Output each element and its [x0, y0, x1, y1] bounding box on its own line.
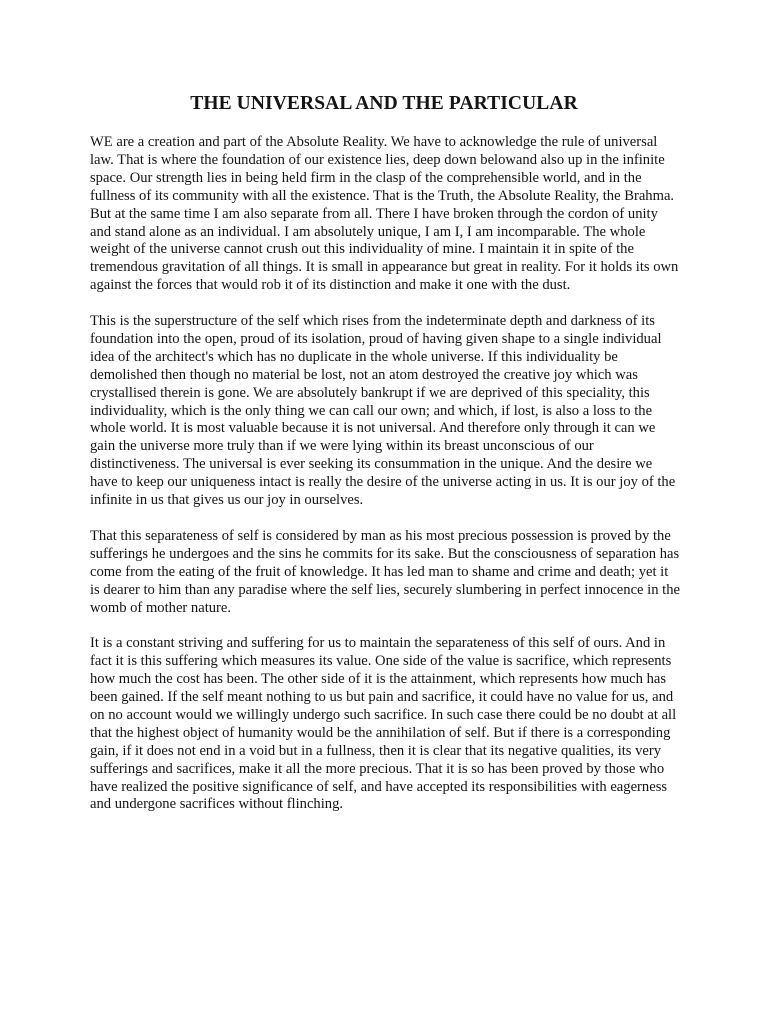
paragraph: It is a constant striving and suffering for us to maintain the separateness of this self of ours. And in fact it is this suffering which measures its value. One side of the value is sacrifice, which represents how much the cost has been. The other side of it is the attainment, which represents how much has been gained. If the self meant nothing to us but pain and sacrifice, it could have no value for us, and on no account would we willingly undergo such sacrifice. In such case there could be no doubt at all that the highest object of humanity would be the annihilation of self. But if there is a corresponding gain, if it does not end in a void but in a fullness, then it is clear that its negative qualities, its very sufferings and sacrifices, make it all the more precious. That it is so has been proved by those who have realized the positive significance of self, and have accepted its responsibilities with eagerness and undergone sacrifices without flinching. [90, 635, 677, 813]
paragraph: That this separateness of self is considered by man as his most precious possession is proved by the sufferings he undergoes and the sins he commits for its sake. But the consciousness of separation has come from the eating of the fruit of knowledge. It has led man to shame and crime and death; yet it is dearer to him than any paradise where the self lies, securely slumbering in perfect innocence in the womb of mother nature. [90, 527, 681, 616]
document-title: THE UNIVERSAL AND THE PARTICULAR [190, 93, 578, 114]
paragraph: This is the superstructure of the self which rises from the indeterminate depth and darkness of its foundation into the open, proud of its isolation, proud of having given shape to a single individual idea of the architect's which has no duplicate in the whole universe. If this individuality be demolished then though no material be lost, not an atom destroyed the creative joy which was crystallised therein is gone. We are absolutely bankrupt if we are deprived of this speciality, this individuality, which is the only thing we can call our own; and which, if lost, is also a loss to the whole world. It is most valuable because it is not universal. And therefore only through it can we gain the universe more truly than if we were lying within its breast unconscious of our distinctiveness. The universal is ever seeking its consummation in the unique. And the desire we have to keep our uniqueness intact is really the desire of the universe acting in us. It is our joy of the infinite in us that gives us our joy in ourselves. [90, 313, 676, 509]
paragraph: WE are a creation and part of the Absolute Reality. We have to acknowledge the rule of universal law. That is where the foundation of our existence lies, deep down belowand also up in the infinite space. Our strength lies in being held firm in the clasp of the comprehensible world, and in the fullness of its community with all the existence. That is the Truth, the Absolute Reality, the Brahma. But at the same time I am also separate from all. There I have broken through the cordon of unity and stand alone as an individual. I am absolutely unique, I am I, I am incomparable. The whole weight of the universe cannot crush out this individuality of mine. I maintain it in spite of the tremendous gravitation of all things. It is small in appearance but great in reality. For it holds its own against the forces that would rob it of its distinction and make it one with the dust. [90, 134, 679, 294]
document-body [90, 134, 680, 832]
